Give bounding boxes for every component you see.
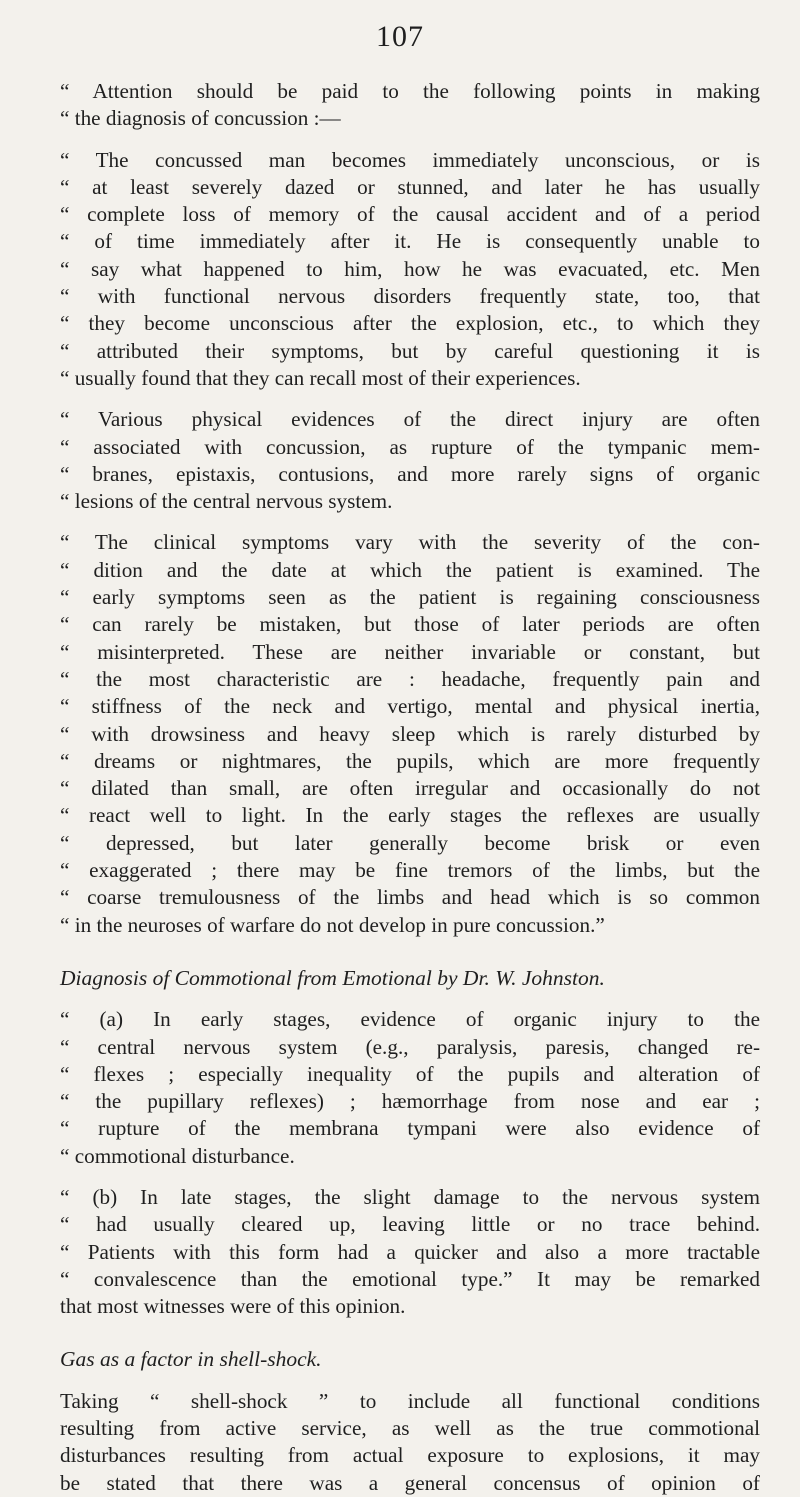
text-line: “ complete loss of memory of the causal accident and of a period [60,202,760,227]
text-line: “ the most characteristic are : headache, frequently pain and [60,666,760,691]
text-line: “ stiffness of the neck and vertigo, mental and physical inertia, [60,694,760,719]
text-line: “ the pupillary reflexes) ; hæmorrhage from nose and ear ; [60,1089,760,1114]
text-line: “ branes, epistaxis, contusions, and more rarely signs of organic [60,461,760,486]
text-line: “ lesions of the central nervous system. [60,489,393,514]
text-line: “ The clinical symptoms vary with the severity of the con- [60,530,760,555]
section-spacer [60,1320,760,1346]
text-line: “ dilated than small, are often irregular and occasionally do not [60,776,760,801]
section-heading: Gas as a factor in shell-shock. [60,1347,322,1372]
heading-spacer [60,1374,760,1388]
text-line: Taking “ shell-shock ” to include all functional conditions [60,1388,760,1413]
section-spacer [60,939,760,965]
text-line: “ dition and the date at which the patient is examined. The [60,557,760,582]
text-line: “ (b) In late stages, the slight damage to the nervous system [60,1184,760,1209]
paragraph-spacer [60,1170,760,1184]
text-line: “ dreams or nightmares, the pupils, which are more frequently [60,748,760,773]
text-line: “ Attention should be paid to the following points in making [60,79,760,103]
text-line: “ had usually cleared up, leaving little or no trace behind. [60,1212,760,1237]
text-line: “ flexes ; especially inequality of the pupils and alteration of [60,1061,760,1086]
text-line: resulting from active service, as well as the true commotional [60,1416,760,1441]
text-line: “ say what happened to him, how he was evacuated, etc. Men [60,256,760,281]
text-line: that most witnesses were of this opinion. [60,1294,406,1319]
paragraph-spacer [60,392,760,406]
text-line: “ with drowsiness and heavy sleep which is rarely disturbed by [60,721,760,746]
text-line: “ Patients with this form had a quicker and also a more tractable [60,1239,760,1264]
text-line: “ usually found that they can recall most of their experiences. [60,365,581,390]
text-line: “ the diagnosis of concussion :— [60,106,341,131]
text-line: “ attributed their symptoms, but by careful questioning it is [60,338,760,363]
text-line: “ convalescence than the emotional type.” It may be remarked [60,1266,760,1291]
text-line: “ Various physical evidences of the direct injury are often [60,407,760,432]
paragraph-spacer [60,133,760,147]
text-line: “ associated with concussion, as rupture of the tympanic mem- [60,434,760,459]
text-line: be stated that there was a general concensus of opinion of [60,1470,760,1495]
text-line: “ (a) In early stages, evidence of organic injury to the [60,1007,760,1032]
text-line: “ in the neuroses of warfare do not develop in pure concussion.” [60,912,605,937]
text-line: “ commotional disturbance. [60,1143,295,1168]
text-line: “ central nervous system (e.g., paralysis, paresis, changed re- [60,1034,760,1059]
text-line: “ early symptoms seen as the patient is regaining consciousness [60,585,760,610]
text-line: “ depressed, but later generally become brisk or even [60,830,760,855]
text-line: “ rupture of the membrana tympani were also evidence of [60,1116,760,1141]
text-line: “ of time immediately after it. He is consequently unable to [60,229,760,254]
text-line: “ The concussed man becomes immediately unconscious, or is [60,147,760,172]
text-line: “ at least severely dazed or stunned, and later he has usually [60,174,760,199]
text-line: “ coarse tremulousness of the limbs and head which is so common [60,885,760,910]
paragraph-spacer [60,515,760,529]
text-line: disturbances resulting from actual exposure to explosions, it may [60,1443,760,1468]
text-line: “ misinterpreted. These are neither invariable or constant, but [60,639,760,664]
text-line: “ with functional nervous disorders frequently state, too, that [60,284,760,309]
page-number: 107 [376,20,424,53]
text-line: “ they become unconscious after the explosion, etc., to which they [60,311,760,336]
text-line: “ can rarely be mistaken, but those of later periods are often [60,612,760,637]
text-line: “ exaggerated ; there may be fine tremors of the limbs, but the [60,858,760,883]
heading-spacer [60,992,760,1006]
page-body [60,78,760,1497]
section-heading: Diagnosis of Commotional from Emotional by Dr. W. Johnston. [60,965,605,990]
text-line: “ react well to light. In the early stages the reflexes are usually [60,803,760,828]
